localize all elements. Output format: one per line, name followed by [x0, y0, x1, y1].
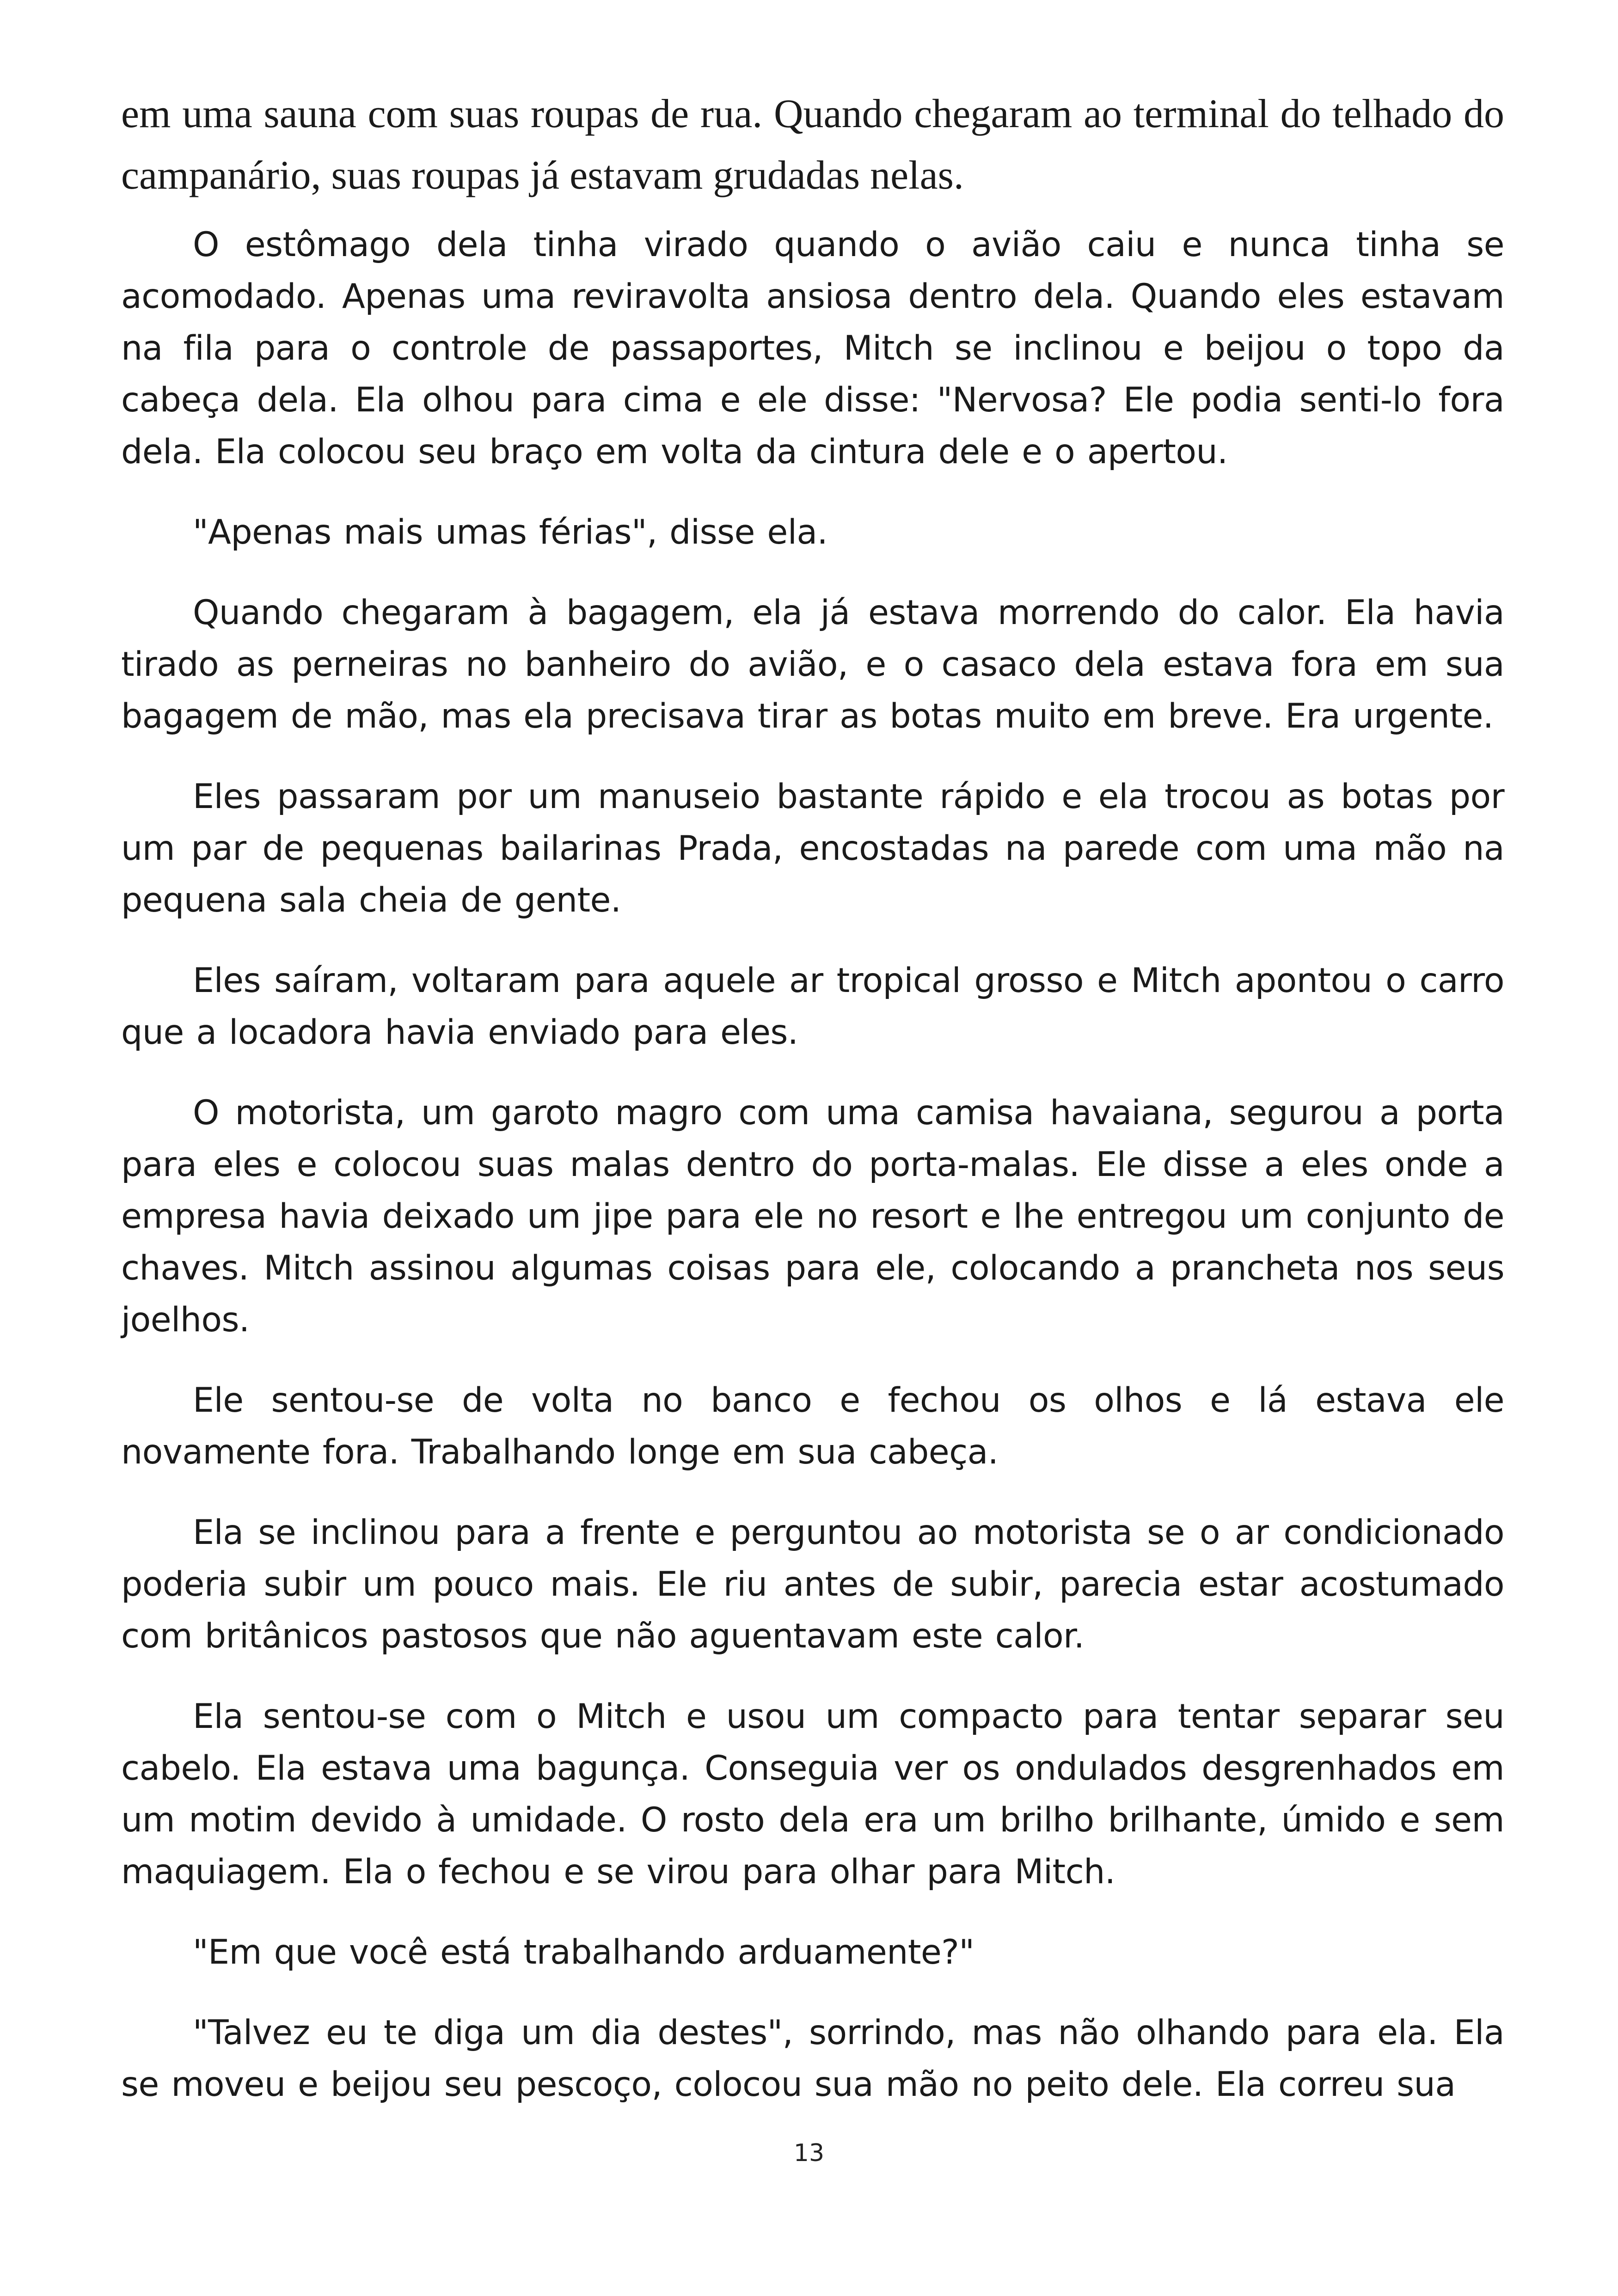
body-text [121, 83, 1504, 2139]
page-number: 13 [793, 2139, 825, 2167]
paragraph-2: "Apenas mais umas férias", disse ela. [193, 513, 828, 552]
paragraph-6: O motorista, um garoto magro com uma camisa havaiana, segurou a porta para eles e colocou suas malas dentro do porta-malas. Ele disse a eles onde a empresa havia deixado um jipe para ele no resort e lhe entregou um conjunto de chaves. Mitch assinou algumas coisas para ele, colocando a prancheta nos seus joelhos. [121, 1093, 1504, 1340]
opening-paragraph: em uma sauna com suas roupas de rua. Quando chegaram ao terminal do telhado do campanário, suas roupas já estavam grudadas nelas. [121, 92, 1504, 198]
paragraph-4: Eles passaram por um manuseio bastante rápido e ela trocou as botas por um par de pequenas bailarinas Prada, encostadas na parede com uma mão na pequena sala cheia de gente. [121, 777, 1504, 920]
paragraph-1: O estômago dela tinha virado quando o avião caiu e nunca tinha se acomodado. Apenas uma reviravolta ansiosa dentro dela. Quando eles estavam na fila para o controle de passaportes, Mitch se inclinou e beijou o topo da cabeça dela. Ela olhou para cima e ele disse: "Nervosa? Ele podia senti-lo fora dela. Ela colocou seu braço em volta da cintura dele e o apertou. [121, 225, 1504, 471]
paragraph-7: Ele sentou-se de volta no banco e fechou os olhos e lá estava ele novamente fora. Trabalhando longe em sua cabeça. [121, 1381, 1504, 1472]
paragraph-8: Ela se inclinou para a frente e perguntou ao motorista se o ar condicionado poderia subir um pouco mais. Ele riu antes de subir, parecia estar acostumado com britânicos pastosos que não aguentavam este calor. [121, 1513, 1504, 1656]
paragraph-10: "Em que você está trabalhando arduamente?" [193, 1933, 974, 1972]
paragraph-11: "Talvez eu te diga um dia destes", sorrindo, mas não olhando para ela. Ela se moveu e beijou seu pescoço, colocou sua mão no peito dele. Ela correu sua [121, 2013, 1504, 2104]
paragraph-5: Eles saíram, voltaram para aquele ar tropical grosso e Mitch apontou o carro que a locadora havia enviado para eles. [121, 961, 1504, 1052]
paragraph-3: Quando chegaram à bagagem, ela já estava morrendo do calor. Ela havia tirado as perneiras no banheiro do avião, e o casaco dela estava fora em sua bagagem de mão, mas ela precisava tirar as botas muito em breve. Era urgente. [121, 593, 1504, 736]
paragraph-9: Ela sentou-se com o Mitch e usou um compacto para tentar separar seu cabelo. Ela estava uma bagunça. Conseguia ver os ondulados desgrenhados em um motim devido à umidade. O rosto dela era um brilho brilhante, úmido e sem maquiagem. Ela o fechou e se virou para olhar para Mitch. [121, 1697, 1504, 1892]
